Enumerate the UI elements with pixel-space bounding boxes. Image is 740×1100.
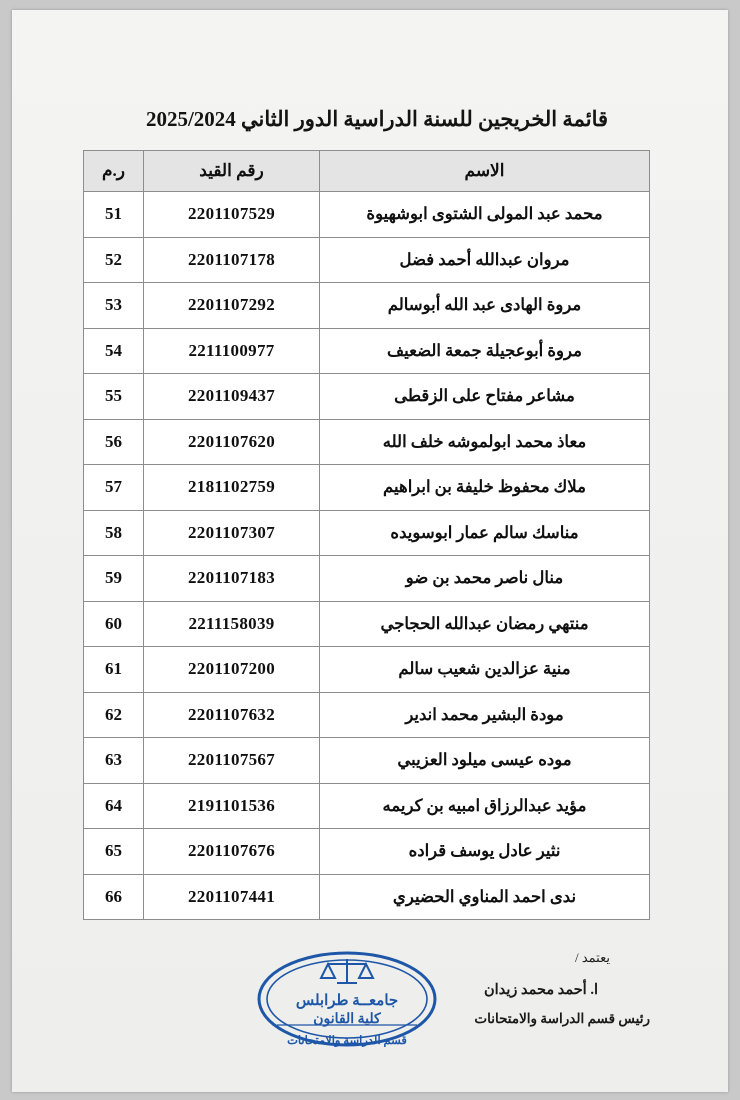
cell-registration: 2211158039 [144,601,320,647]
signatory-name: ا. أحمد محمد زيدان [484,982,598,998]
cell-number: 51 [84,192,144,238]
signatory-role: رئيس قسم الدراسة والامتحانات [474,1011,650,1026]
approval-label: يعتمد / [574,950,610,965]
cell-registration: 2201107567 [144,738,320,784]
table-body [84,192,650,920]
table-row [84,692,650,738]
table-row [84,738,650,784]
cell-number: 61 [84,647,144,693]
cell-number: 54 [84,328,144,374]
cell-registration: 2201107307 [144,510,320,556]
cell-number: 63 [84,738,144,784]
cell-number: 64 [84,783,144,829]
cell-number: 53 [84,283,144,329]
cell-number: 59 [84,556,144,602]
cell-registration: 2201107676 [144,829,320,875]
cell-number: 55 [84,374,144,420]
cell-registration: 2201107632 [144,692,320,738]
table-row [84,328,650,374]
cell-name: مشاعر مفتاح على الزقطى [320,374,650,420]
table-row [84,192,650,238]
cell-name: منال ناصر محمد بن ضو [320,556,650,602]
cell-registration: 2201107441 [144,874,320,920]
cell-registration: 2201107200 [144,647,320,693]
column-header-registration: رقم القيد [144,151,320,192]
official-stamp [232,945,462,1053]
table-row [84,829,650,875]
cell-name: منتهي رمضان عبدالله الحجاجي [320,601,650,647]
cell-number: 52 [84,237,144,283]
cell-name: ملاك محفوظ خليفة بن ابراهيم [320,465,650,511]
table-row [84,374,650,420]
cell-number: 56 [84,419,144,465]
cell-registration: 2201109437 [144,374,320,420]
table-row [84,601,650,647]
cell-registration: 2191101536 [144,783,320,829]
cell-number: 60 [84,601,144,647]
cell-name: مودة البشير محمد اندير [320,692,650,738]
column-header-number: ر.م [84,151,144,192]
table-row [84,783,650,829]
cell-registration: 2201107529 [144,192,320,238]
document-page [12,10,728,1092]
cell-name: موده عيسى ميلود العزيبي [320,738,650,784]
table-row [84,647,650,693]
table-row [84,510,650,556]
cell-registration: 2201107178 [144,237,320,283]
cell-name: نثير عادل يوسف قراده [320,829,650,875]
cell-name: مروان عبدالله أحمد فضل [320,237,650,283]
cell-number: 66 [84,874,144,920]
stamp-line-faculty: كلية القانون [313,1012,381,1027]
cell-name: محمد عبد المولى الشتوى ابوشهيوة [320,192,650,238]
cell-registration: 2211100977 [144,328,320,374]
cell-name: مناسك سالم عمار ابوسويده [320,510,650,556]
table-row [84,237,650,283]
cell-name: ندى احمد المناوي الحضيري [320,874,650,920]
table-row [84,283,650,329]
cell-number: 57 [84,465,144,511]
document-content [12,10,728,1092]
table-row [84,419,650,465]
stamp-line-department: قسم الدراسة والامتحانات [287,1035,407,1047]
table-header [84,151,650,192]
scales-icon [321,959,373,983]
table-row [84,874,650,920]
cell-name: مروة أبوعجيلة جمعة الضعيف [320,328,650,374]
cell-registration: 2181102759 [144,465,320,511]
column-header-name: الاسم [320,151,650,192]
cell-number: 58 [84,510,144,556]
page-title: قائمة الخريجين للسنة الدراسية الدور الثاني 2025/2024 [145,107,609,131]
cell-registration: 2201107292 [144,283,320,329]
cell-number: 62 [84,692,144,738]
cell-registration: 2201107183 [144,556,320,602]
cell-name: معاذ محمد ابولموشه خلف الله [320,419,650,465]
graduates-table [83,150,650,920]
table-row [84,556,650,602]
cell-registration: 2201107620 [144,419,320,465]
cell-number: 65 [84,829,144,875]
cell-name: منية عزالدين شعيب سالم [320,647,650,693]
cell-name: مؤيد عبدالرزاق امبيه بن كريمه [320,783,650,829]
table-row [84,465,650,511]
table-header-row [84,151,650,192]
stamp-line-university: جامعــة طرابلس [295,993,399,1009]
cell-name: مروة الهادى عبد الله أبوسالم [320,283,650,329]
